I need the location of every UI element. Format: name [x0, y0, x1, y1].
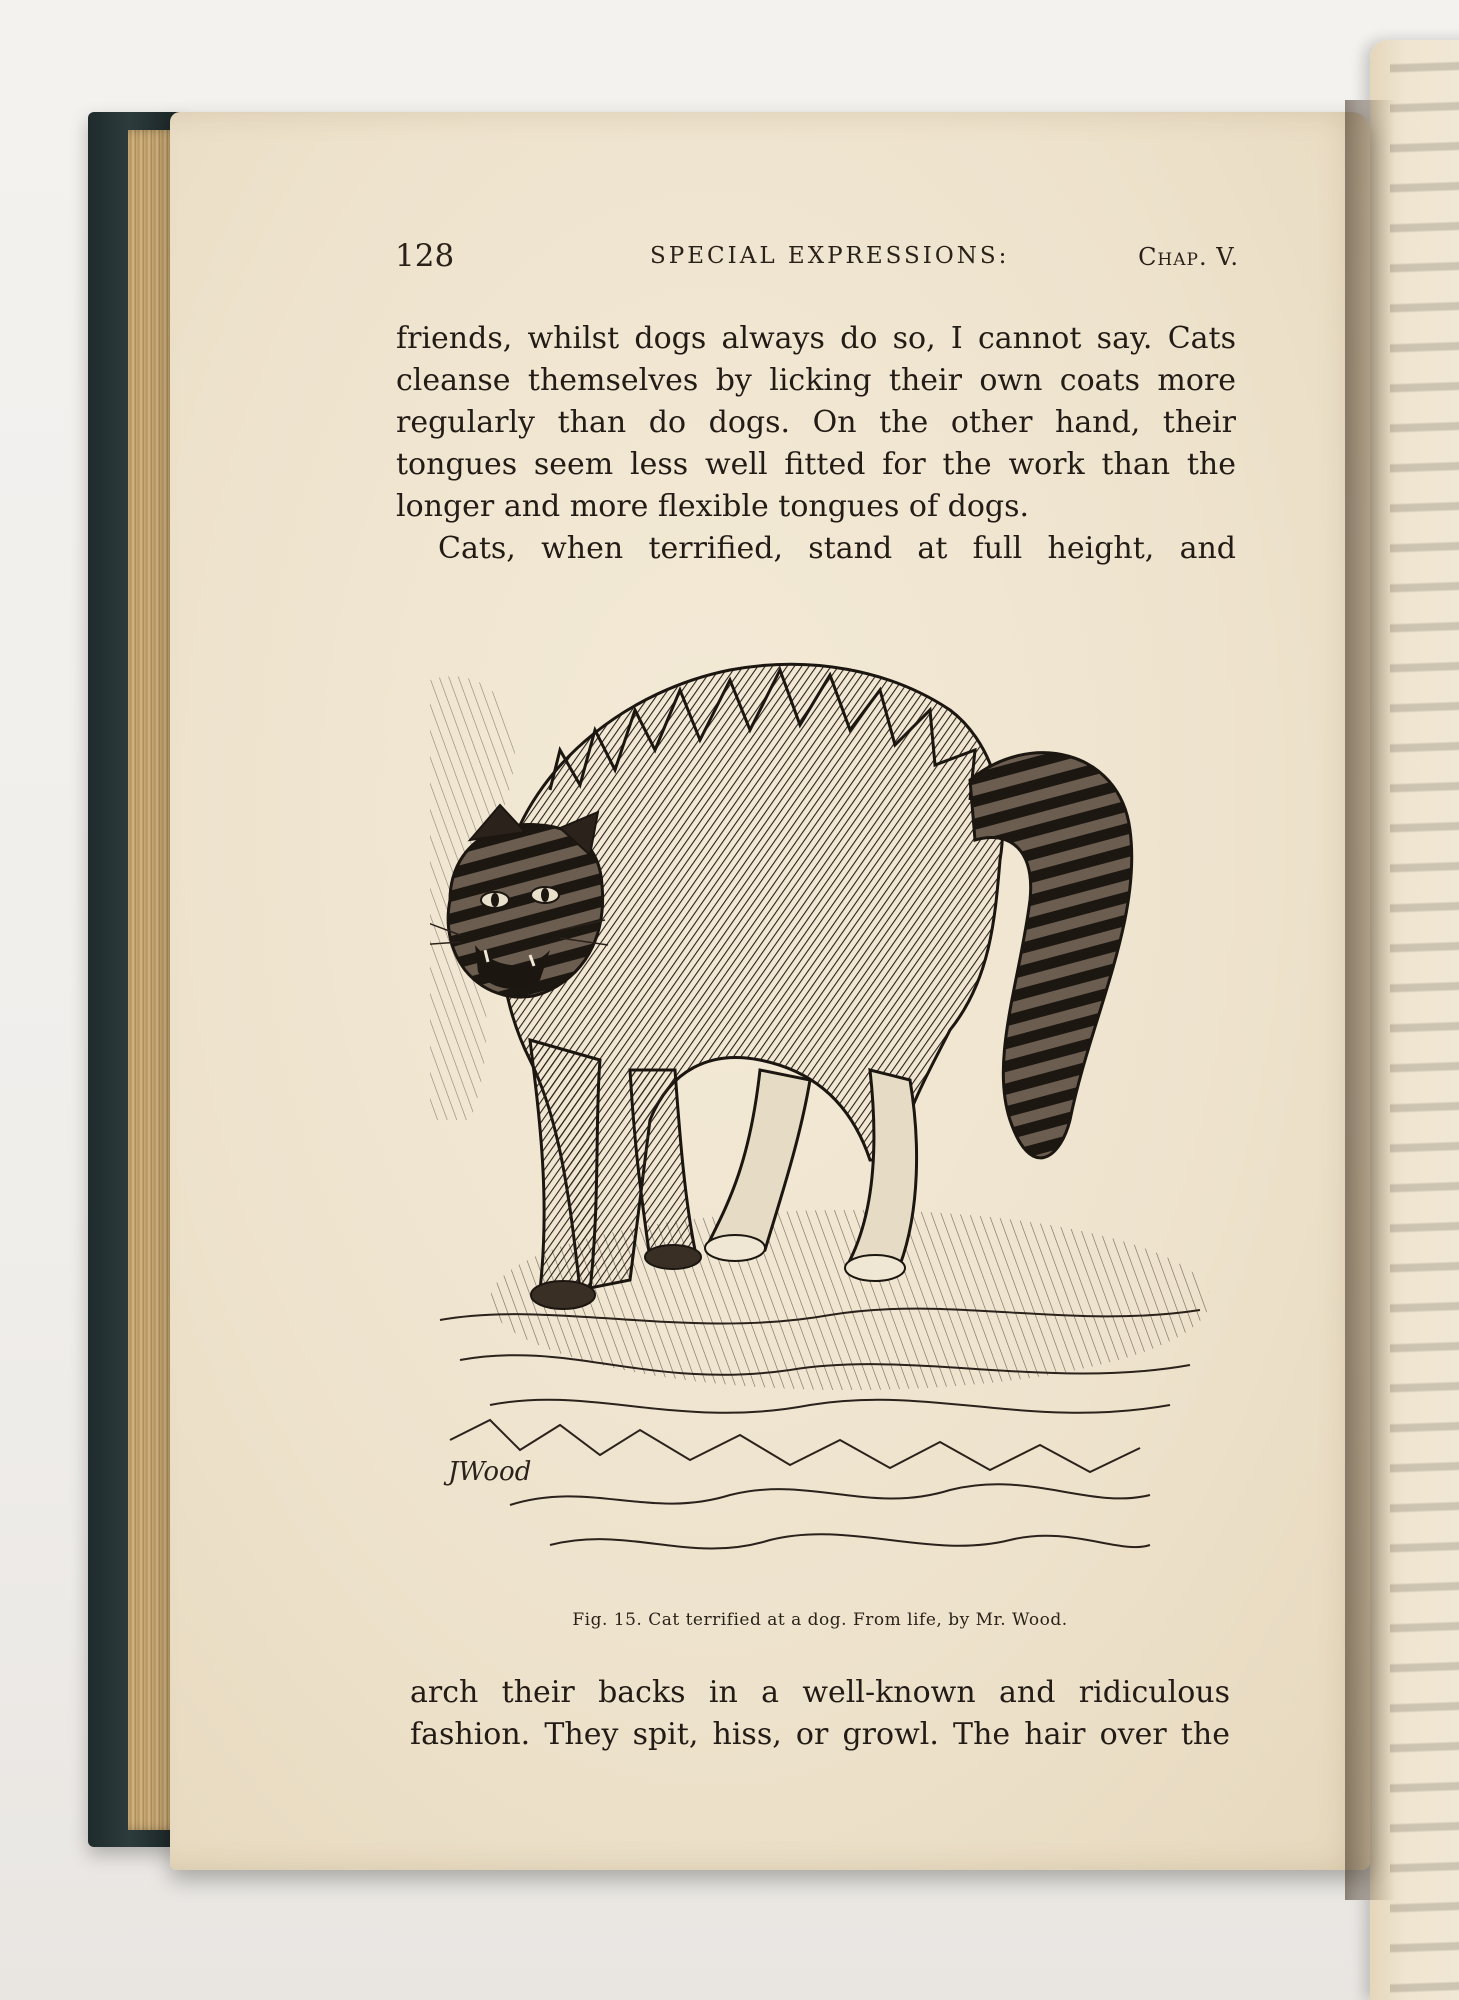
cat-illustration	[430, 600, 1210, 1580]
text-line: cleanse themselves by licking their own coats more	[396, 363, 1236, 398]
text-line: Cats, when terrified, stand at full height, and	[438, 531, 1236, 566]
text-line: longer and more flexible tongues of dogs.	[396, 489, 1030, 524]
facing-page-text	[1390, 39, 1459, 2000]
figure-caption: Fig. 15. Cat terrified at a dog. From life, by Mr. Wood.	[572, 1610, 1068, 1630]
text-line: regularly than do dogs. On the other hand, their	[396, 405, 1236, 440]
page-number: 128	[395, 238, 455, 274]
artist-signature: JWood	[448, 1457, 532, 1487]
running-head	[395, 238, 1245, 278]
text-line: friends, whilst dogs always do so, I cannot say. Cats	[396, 321, 1236, 356]
chapter-label: Chap. V.	[1138, 243, 1239, 271]
cat-engraving	[430, 600, 1210, 1580]
text-line: fashion. They spit, hiss, or growl. The hair over the	[410, 1717, 1230, 1752]
running-title: SPECIAL EXPRESSIONS:	[650, 243, 1010, 269]
book-gutter	[1345, 100, 1395, 1900]
text-line: arch their backs in a well-known and ridiculous	[410, 1675, 1230, 1710]
body-text-top	[396, 318, 1236, 570]
text-line: tongues seem less well fitted for the work than the	[396, 447, 1236, 482]
body-text-bottom	[410, 1672, 1230, 1756]
